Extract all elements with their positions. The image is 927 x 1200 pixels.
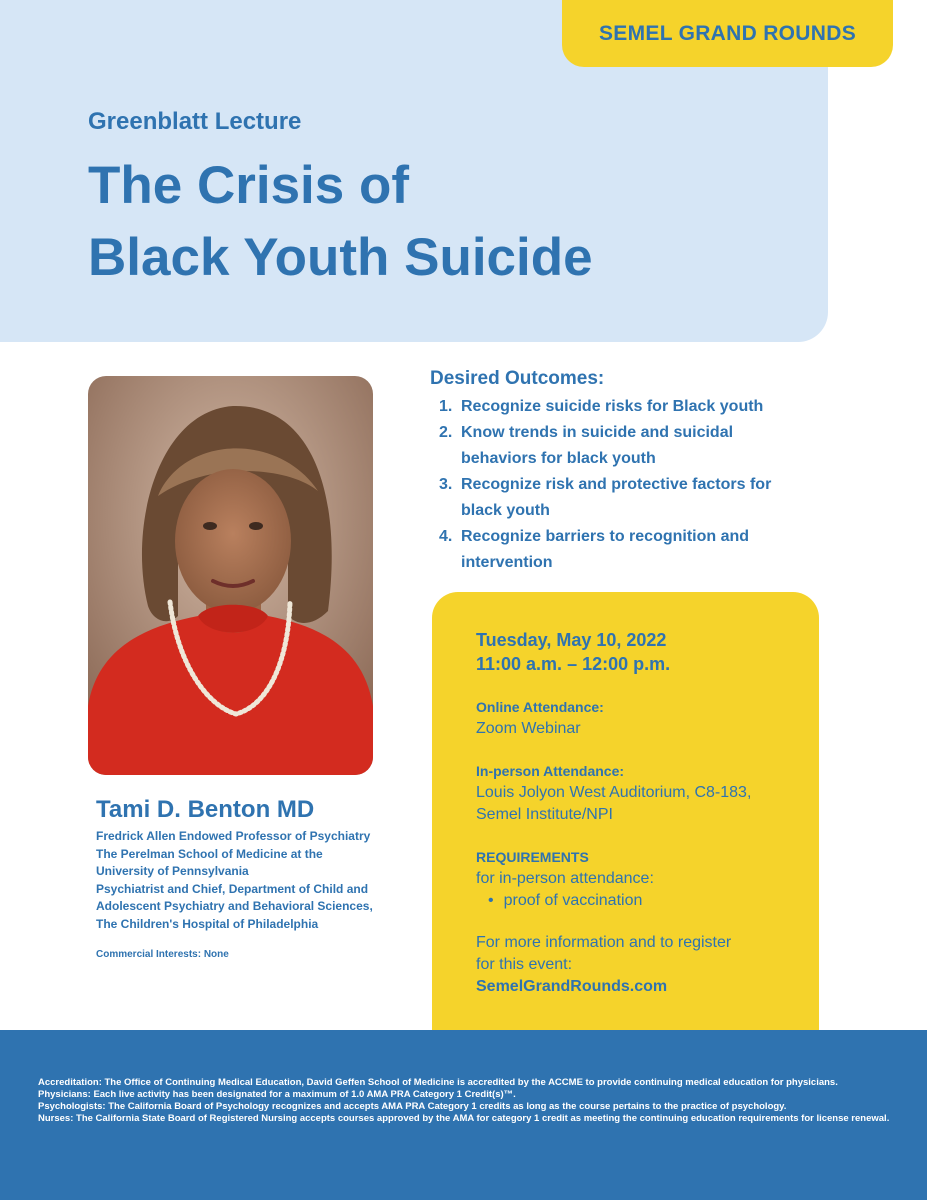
item-number: 1. bbox=[439, 398, 453, 415]
speaker-credentials bbox=[96, 828, 436, 933]
item-text: intervention bbox=[461, 554, 553, 571]
footer-line: Accreditation: The Office of Continuing Medical Education, David Geffen School of Medicine is accredited by the ACCME to provide continuing medical education for physicians. bbox=[38, 1077, 838, 1088]
item-number: 4. bbox=[439, 528, 453, 545]
speaker-name: Tami D. Benton MD bbox=[96, 796, 315, 823]
item-text: Recognize risk and protective factors for bbox=[461, 476, 772, 493]
inperson-attendance-label: In-person Attendance: bbox=[476, 763, 625, 779]
title-line-2: Black Youth Suicide bbox=[88, 228, 593, 287]
credential-line: The Children's Hospital of Philadelphia bbox=[96, 916, 319, 931]
accreditation-footer bbox=[0, 1030, 927, 1200]
requirements-label: REQUIREMENTS bbox=[476, 849, 589, 865]
item-text: Recognize suicide risks for Black youth bbox=[461, 398, 764, 415]
list-item bbox=[430, 524, 850, 576]
outcomes-list bbox=[430, 394, 850, 576]
lecture-name: Greenblatt Lecture bbox=[88, 108, 302, 135]
footer-line: Psychologists: The California Board of Psychology recognizes and accepts AMA PRA Category 1 credits as long as the course pertains to the practice of psychology. bbox=[38, 1101, 787, 1112]
bullet-icon: • bbox=[488, 892, 494, 909]
footer-line: Nurses: The California State Board of Registered Nursing accepts courses approved by the AMA for category 1 credit as meeting the continuing education requirements for license renewal. bbox=[38, 1113, 890, 1124]
credential-line: The Perelman School of Medicine at the bbox=[96, 846, 323, 861]
credential-line: Adolescent Psychiatry and Behavioral Sciences, bbox=[96, 899, 373, 913]
requirements-intro: for in-person attendance: bbox=[476, 870, 654, 887]
page-title bbox=[88, 150, 593, 294]
item-text: behaviors for black youth bbox=[461, 450, 656, 467]
item-number: 3. bbox=[439, 476, 453, 493]
website-link[interactable]: SemelGrandRounds.com bbox=[476, 978, 668, 995]
item-number: 2. bbox=[439, 424, 453, 441]
credential-line: Psychiatrist and Chief, Department of Child and bbox=[96, 881, 369, 896]
desired-outcomes bbox=[430, 368, 850, 576]
credential-line: University of Pennsylvania bbox=[96, 864, 249, 878]
title-line-1: The Crisis of bbox=[88, 156, 410, 215]
requirement-text: proof of vaccination bbox=[503, 892, 643, 909]
footer-line: Physicians: Each live activity has been designated for a maximum of 1.0 AMA PRA Category 1 Credit(s)™. bbox=[38, 1089, 516, 1100]
commercial-interests: Commercial Interests: None bbox=[96, 949, 229, 960]
register-info-line: For more information and to register bbox=[476, 934, 732, 951]
series-tag: SEMEL GRAND ROUNDS bbox=[562, 0, 893, 67]
online-attendance-value: Zoom Webinar bbox=[476, 720, 581, 737]
event-time: 11:00 a.m. – 12:00 p.m. bbox=[476, 654, 671, 674]
event-date: Tuesday, May 10, 2022 bbox=[476, 630, 667, 650]
item-text: Know trends in suicide and suicidal bbox=[461, 424, 734, 441]
event-details-card bbox=[432, 592, 819, 1030]
list-item bbox=[430, 394, 850, 420]
credential-line: Fredrick Allen Endowed Professor of Psychiatry bbox=[96, 829, 371, 843]
venue-line: Semel Institute/NPI bbox=[476, 806, 613, 823]
speaker-photo bbox=[88, 376, 373, 775]
online-attendance-label: Online Attendance: bbox=[476, 699, 604, 715]
list-item bbox=[430, 472, 850, 524]
item-text: Recognize barriers to recognition and bbox=[461, 528, 750, 545]
venue-line: Louis Jolyon West Auditorium, C8-183, bbox=[476, 784, 752, 801]
item-text: black youth bbox=[461, 502, 550, 519]
register-info-line: for this event: bbox=[476, 956, 573, 973]
requirement-item bbox=[476, 890, 806, 912]
list-item bbox=[430, 420, 850, 472]
outcomes-title: Desired Outcomes: bbox=[430, 368, 605, 389]
